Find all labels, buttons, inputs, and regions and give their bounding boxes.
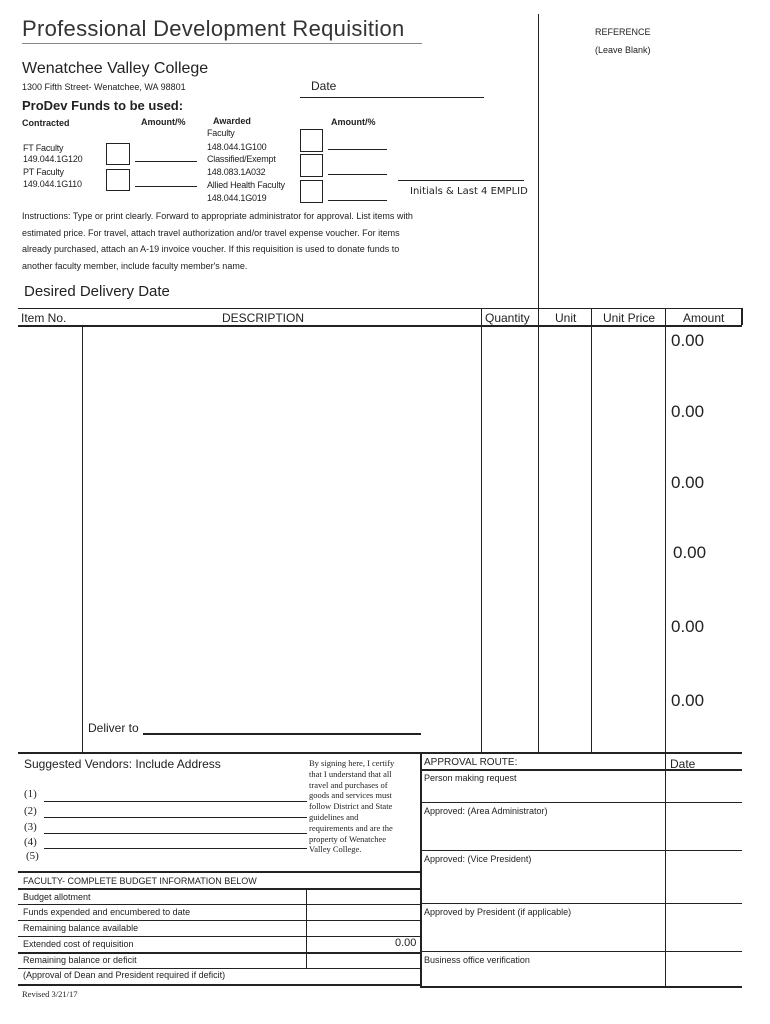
col-amount: Amount [683, 311, 725, 325]
vendors-heading: Suggested Vendors: Include Address [24, 757, 221, 771]
vendor-field[interactable] [44, 833, 307, 834]
classified-exempt-checkbox[interactable] [300, 154, 323, 177]
instructions-line-4: another faculty member, include faculty member's name. [22, 261, 248, 271]
instructions-line-2: estimated price. For travel, attach travel authorization and/or travel expense voucher. For items [22, 228, 400, 238]
budget-row-line [18, 920, 420, 921]
quantity-divider [481, 308, 482, 752]
items-table-top [18, 308, 742, 309]
approval-person-requesting: Person making request [424, 773, 517, 783]
col-unit: Unit [555, 311, 577, 325]
budget-row-line [18, 952, 420, 954]
amount-cell: 0.00 [673, 543, 707, 562]
col-item-no: Item No. [21, 311, 67, 325]
budget-heading: FACULTY- COMPLETE BUDGET INFORMATION BELOW [23, 876, 257, 886]
lower-section-top [18, 752, 742, 754]
amount-divider [665, 308, 666, 752]
awarded-faculty-code: 148.044.1G100 [207, 142, 267, 152]
college-address: 1300 Fifth Street- Wenatchee, WA 98801 [22, 82, 186, 92]
col-unit-price: Unit Price [603, 311, 656, 325]
title-underline [22, 43, 422, 44]
approval-president: Approved by President (if applicable) [424, 907, 572, 917]
ft-faculty-code: 149.044.1G120 [23, 154, 83, 164]
awarded-faculty-label: Faculty [207, 128, 235, 138]
budget-bottom-line [18, 984, 420, 986]
vendor-field[interactable] [44, 848, 307, 849]
reference-divider [538, 14, 539, 308]
ft-faculty-label: FT Faculty [23, 143, 64, 153]
approval-row-line [420, 802, 742, 803]
budget-header-line [18, 888, 420, 890]
awarded-label: Awarded [213, 116, 251, 126]
item-no-divider [82, 325, 83, 752]
remaining-balance-label: Remaining balance available [23, 923, 139, 933]
approval-area-admin: Approved: (Area Administrator) [424, 806, 548, 816]
vendor-number: (1) [24, 788, 37, 800]
college-name: Wenatchee Valley College [22, 60, 209, 77]
unit-price-divider [591, 308, 592, 752]
remaining-deficit-label: Remaining balance or deficit [23, 955, 137, 965]
reference-label: REFERENCE [595, 27, 651, 37]
approval-date-label: Date [670, 757, 696, 771]
awarded-faculty-amount-field[interactable] [328, 149, 387, 150]
deliver-to-field[interactable] [143, 733, 421, 735]
approval-row-line [420, 903, 742, 904]
date-label: Date [311, 79, 337, 93]
funds-heading: ProDev Funds to be used: [22, 98, 184, 113]
pt-faculty-amount-field[interactable] [135, 186, 197, 187]
form-title: Professional Development Requisition [22, 16, 405, 41]
ft-faculty-checkbox[interactable] [106, 143, 130, 165]
amount-label-awarded: Amount/% [331, 117, 376, 127]
budget-row-line [18, 904, 420, 905]
budget-top-line [18, 871, 420, 873]
budget-row-line [18, 936, 420, 937]
approval-row-line [420, 850, 742, 851]
contracted-label: Contracted [22, 118, 70, 128]
business-office-verification: Business office verification [424, 955, 530, 965]
ft-faculty-amount-field[interactable] [135, 161, 197, 162]
amount-cell: 0.00 [671, 473, 705, 492]
allied-health-label: Allied Health Faculty [207, 180, 285, 190]
table-right-edge [741, 308, 743, 325]
revised-date: Revised 3/21/17 [22, 989, 78, 999]
amount-cell: 0.00 [671, 617, 705, 636]
vendor-number: (2) [24, 805, 37, 817]
date-field[interactable] [300, 97, 484, 98]
desired-delivery-label: Desired Delivery Date [24, 283, 170, 300]
vendor-field[interactable] [44, 817, 307, 818]
classified-exempt-code: 148.083.1A032 [207, 167, 266, 177]
pt-faculty-code: 149.044.1G110 [23, 179, 82, 189]
budget-allotment-label: Budget allotment [23, 892, 91, 902]
vendor-number: (3) [24, 821, 37, 833]
vendor-number: (4) [24, 836, 37, 848]
allied-health-code: 148.044.1G019 [207, 193, 267, 203]
pt-faculty-label: PT Faculty [23, 167, 64, 177]
pt-faculty-checkbox[interactable] [106, 169, 130, 191]
funds-expended-label: Funds expended and encumbered to date [23, 907, 191, 917]
approval-vice-president: Approved: (Vice President) [424, 854, 532, 864]
approval-header-line [420, 769, 742, 771]
approval-route-label: APPROVAL ROUTE: [424, 757, 518, 768]
instructions-line-3: already purchased, attach an A-19 invoice voucher. If this requisition is used to donate funds to [22, 244, 400, 254]
amount-cell: 0.00 [671, 331, 705, 350]
vendor-field[interactable] [44, 801, 307, 802]
unit-divider [538, 308, 539, 752]
approval-row-line [420, 951, 742, 952]
amount-cell: 0.00 [671, 402, 705, 421]
col-description: DESCRIPTION [222, 311, 305, 325]
initials-field[interactable] [398, 180, 524, 181]
reference-note: (Leave Blank) [595, 45, 651, 55]
items-header-bottom [18, 325, 742, 327]
classified-exempt-amount-field[interactable] [328, 174, 387, 175]
instructions-line-1: Instructions: Type or print clearly. Forward to appropriate administrator for approval. List items with [22, 211, 413, 221]
approval-bottom-line [420, 986, 742, 988]
amount-cell: 0.00 [671, 691, 705, 710]
awarded-faculty-checkbox[interactable] [300, 129, 323, 152]
certification-text: By signing here, I certify that I understand that all travel and purchases of goods and services must follow District and State guidelines and requirements and are the property of Wenatchee Valley College. [309, 758, 395, 855]
budget-value-divider [306, 888, 307, 969]
budget-row-line [18, 968, 420, 969]
col-quantity: Quantity [485, 311, 530, 325]
initials-label: Initials & Last 4 EMPLID [410, 186, 528, 197]
classified-exempt-label: Classified/Exempt [207, 154, 276, 164]
vendor-number: (5) [26, 850, 39, 862]
allied-health-amount-field[interactable] [328, 200, 387, 201]
deliver-to-label: Deliver to [88, 721, 139, 735]
amount-label-contracted: Amount/% [141, 117, 186, 127]
extended-cost-value: 0.00 [395, 937, 417, 949]
extended-cost-label: Extended cost of requisition [23, 939, 134, 949]
deficit-approval-note: (Approval of Dean and President required if deficit) [23, 970, 226, 980]
allied-health-checkbox[interactable] [300, 180, 323, 203]
